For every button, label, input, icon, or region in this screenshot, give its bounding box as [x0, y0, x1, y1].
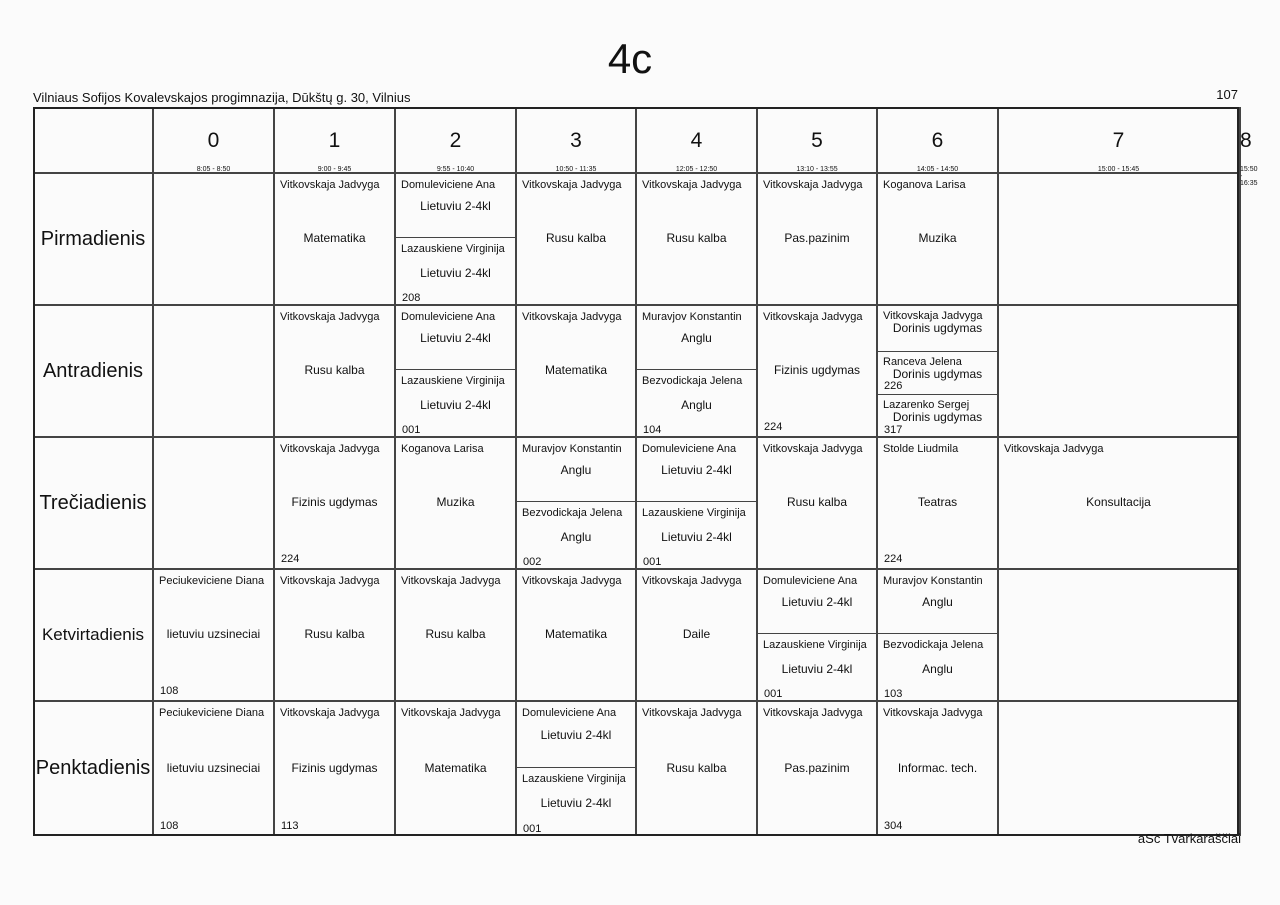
period-number: 1	[328, 129, 341, 152]
lesson-cell	[636, 569, 757, 701]
lesson-cell	[274, 569, 395, 701]
period-number: 0	[207, 129, 220, 152]
teacher-name: Muravjov Konstantin	[642, 311, 742, 323]
subject-name: Matematika	[424, 761, 487, 775]
subject-name: Lietuviu 2-4kl	[781, 595, 853, 609]
period-time: 9:00 - 9:45	[317, 166, 352, 173]
lesson-cell	[153, 569, 274, 701]
lesson-part	[637, 306, 756, 369]
lesson-cell	[516, 437, 636, 569]
teacher-name: Vitkovskaja Jadvyga	[1004, 443, 1104, 455]
teacher-name: Domuleviciene Ana	[401, 311, 496, 323]
subject-name: Rusu kalba	[304, 363, 365, 377]
day-label-1	[33, 305, 153, 437]
period-header-4	[636, 107, 757, 173]
teacher-name: Koganova Larisa	[883, 179, 966, 191]
empty-cell	[1239, 701, 1241, 836]
period-header-5	[757, 107, 877, 173]
lesson-part	[758, 633, 876, 703]
period-number: 4	[690, 129, 703, 152]
teacher-name: Domuleviciene Ana	[401, 179, 496, 191]
room-number: 113	[281, 820, 299, 832]
teacher-name: Bezvodickaja Jelena	[522, 507, 623, 519]
footer-brand: aSc Tvarkaraščiai	[1137, 831, 1241, 846]
lesson-cell	[757, 173, 877, 305]
subject-name: Fizinis ugdymas	[291, 495, 378, 509]
subject-name: Muzika	[918, 231, 957, 245]
teacher-name: Stolde Liudmila	[883, 443, 959, 455]
lesson-cell	[636, 701, 757, 836]
subject-name: Muzika	[436, 495, 475, 509]
room-number: 103	[884, 688, 903, 700]
teacher-name: Lazauskiene Virginija	[642, 507, 746, 519]
room-number: 208	[402, 292, 421, 304]
day-label-0	[33, 173, 153, 305]
subject-name: Dorinis ugdymas	[892, 321, 983, 335]
room-number: 001	[523, 823, 542, 835]
teacher-name: Vitkovskaja Jadvyga	[642, 707, 742, 719]
lesson-cell	[877, 569, 998, 701]
subject-name: Anglu	[681, 331, 712, 345]
lesson-cell	[877, 173, 998, 305]
subject-name: Rusu kalba	[304, 627, 365, 641]
lesson-part	[396, 174, 515, 237]
subject-name: Rusu kalba	[425, 627, 486, 641]
teacher-name: Vitkovskaja Jadvyga	[763, 707, 863, 719]
subject-name: Lietuviu 2-4kl	[420, 266, 491, 280]
room-number: 108	[160, 820, 179, 832]
subject-name: Lietuviu 2-4kl	[420, 331, 491, 345]
teacher-name: Vitkovskaja Jadvyga	[280, 707, 380, 719]
period-number: 5	[811, 129, 823, 152]
teacher-name: Lazarenko Sergej	[883, 399, 970, 411]
lesson-part	[878, 570, 997, 633]
lesson-cell	[877, 701, 998, 836]
empty-cell	[153, 305, 274, 437]
teacher-name: Domuleviciene Ana	[642, 443, 737, 455]
day-label-3	[33, 569, 153, 701]
subject-name: Lietuviu 2-4kl	[661, 530, 732, 544]
lesson-cell	[395, 701, 516, 836]
room-number: 001	[402, 424, 421, 436]
period-time: 10:50 - 11:35	[555, 166, 597, 173]
period-time: 15:00 - 15:45	[1097, 166, 1140, 173]
lesson-cell	[516, 569, 636, 701]
period-header-7	[998, 107, 1239, 173]
teacher-name: Vitkovskaja Jadvyga	[522, 575, 622, 587]
lesson-cell	[274, 305, 395, 437]
period-time: 13:10 - 13:55	[796, 166, 838, 173]
lesson-part	[517, 767, 635, 838]
lesson-cell	[274, 437, 395, 569]
lesson-cell	[274, 701, 395, 836]
subject-name: Anglu	[560, 463, 592, 477]
lesson-cell	[153, 701, 274, 836]
teacher-name: Vitkovskaja Jadvyga	[763, 179, 863, 191]
teacher-name: Lazauskiene Virginija	[763, 639, 867, 651]
day-label-2	[33, 437, 153, 569]
teacher-name: Lazauskiene Virginija	[401, 243, 505, 255]
subject-name: Anglu	[560, 530, 592, 544]
subject-name: Pas.pazinim	[784, 761, 850, 775]
school-name: Vilniaus Sofijos Kovalevskajos progimnazija, Dūkštų g. 30, Vilnius	[33, 90, 411, 105]
lesson-part	[637, 369, 756, 439]
subject-name: Teatras	[917, 495, 958, 509]
period-number: 2	[449, 129, 462, 152]
lesson-part	[517, 501, 635, 571]
subject-name: lietuviu uzsineciai	[166, 761, 261, 775]
lesson-cell	[636, 173, 757, 305]
teacher-name: Vitkovskaja Jadvyga	[642, 179, 742, 191]
subject-name: Informac. tech.	[897, 761, 978, 775]
teacher-name: Vitkovskaja Jadvyga	[280, 179, 380, 191]
room-number: 224	[281, 553, 300, 565]
lesson-part	[878, 633, 997, 703]
teacher-name: Bezvodickaja Jelena	[642, 375, 743, 387]
room-number: 002	[523, 556, 542, 568]
teacher-name: Vitkovskaja Jadvyga	[763, 311, 863, 323]
day-name: Pirmadienis	[40, 227, 146, 250]
day-name: Ketvirtadienis	[41, 625, 145, 644]
subject-name: Konsultacija	[1086, 495, 1151, 509]
period-header-6	[877, 107, 998, 173]
empty-cell	[1239, 173, 1241, 305]
lesson-cell	[998, 437, 1239, 569]
teacher-name: Peciukeviciene Diana	[159, 707, 265, 719]
teacher-name: Muravjov Konstantin	[883, 575, 983, 587]
subject-name: Rusu kalba	[666, 761, 727, 775]
subject-name: Lietuviu 2-4kl	[540, 728, 612, 742]
lesson-cell	[757, 701, 877, 836]
subject-name: Anglu	[681, 398, 712, 412]
room-number: 304	[884, 820, 903, 832]
empty-cell	[998, 173, 1239, 305]
subject-name: Dorinis ugdymas	[892, 367, 983, 381]
subject-name: Daile	[682, 627, 711, 641]
teacher-name: Vitkovskaja Jadvyga	[642, 575, 742, 587]
lesson-cell	[636, 305, 757, 437]
room-number: 001	[764, 688, 783, 700]
teacher-name: Vitkovskaja Jadvyga	[401, 707, 501, 719]
lesson-cell	[636, 437, 757, 569]
teacher-name: Vitkovskaja Jadvyga	[401, 575, 501, 587]
period-time: 8:05 - 8:50	[196, 166, 231, 173]
lesson-part	[878, 306, 997, 351]
period-header-8: 8 15:50 - 16:35	[1239, 107, 1241, 173]
period-time: 9:55 - 10:40	[436, 166, 475, 173]
subject-name: Lietuviu 2-4kl	[420, 199, 491, 213]
room-number: 226	[884, 380, 903, 392]
subject-name: Matematika	[544, 627, 608, 641]
period-time: 12:05 - 12:50	[675, 166, 718, 173]
room-number: 001	[643, 556, 662, 568]
day-label-4	[33, 701, 153, 836]
lesson-part	[758, 570, 876, 633]
lesson-part	[396, 306, 515, 369]
timetable-grid	[33, 107, 1258, 836]
teacher-name: Ranceva Jelena	[883, 356, 962, 368]
subject-name: Pas.pazinim	[784, 231, 850, 245]
day-name: Penktadienis	[35, 757, 151, 779]
lesson-part	[878, 394, 997, 439]
lesson-cell	[395, 305, 516, 437]
empty-cell	[1239, 437, 1241, 569]
lesson-cell	[395, 173, 516, 305]
lesson-cell	[274, 173, 395, 305]
teacher-name: Muravjov Konstantin	[522, 443, 622, 455]
subject-name: Rusu kalba	[545, 231, 607, 245]
period-header-0	[153, 107, 274, 173]
period-header-2	[395, 107, 516, 173]
lesson-part	[517, 438, 635, 501]
lesson-cell	[516, 305, 636, 437]
day-name: Trečiadienis	[39, 491, 147, 514]
subject-name: Dorinis ugdymas	[892, 410, 983, 424]
teacher-name: Lazauskiene Virginija	[401, 375, 505, 387]
room-number: 224	[764, 421, 783, 433]
teacher-name: Vitkovskaja Jadvyga	[280, 311, 380, 323]
teacher-name: Peciukeviciene Diana	[159, 575, 265, 587]
subject-name: lietuviu uzsineciai	[166, 627, 261, 641]
empty-cell	[998, 305, 1239, 437]
room-number: 108	[160, 685, 179, 697]
subject-name: Matematika	[544, 363, 608, 377]
page-number: 107	[1216, 87, 1238, 102]
subject-name: Lietuviu 2-4kl	[540, 796, 612, 810]
period-number: 7	[1112, 129, 1125, 152]
period-header-3	[516, 107, 636, 173]
lesson-cell	[757, 305, 877, 437]
teacher-name: Vitkovskaja Jadvyga	[883, 707, 983, 719]
lesson-cell	[757, 437, 877, 569]
empty-cell	[153, 173, 274, 305]
day-name: Antradienis	[42, 359, 144, 382]
lesson-cell	[395, 437, 516, 569]
lesson-part	[878, 351, 997, 395]
teacher-name: Vitkovskaja Jadvyga	[280, 443, 380, 455]
lesson-cell	[757, 569, 877, 701]
room-number: 104	[643, 424, 662, 436]
teacher-name: Domuleviciene Ana	[763, 575, 858, 587]
period-number: 3	[570, 129, 582, 152]
lesson-cell	[516, 701, 636, 836]
subject-name: Lietuviu 2-4kl	[781, 662, 853, 676]
lesson-cell	[877, 437, 998, 569]
subject-name: Matematika	[303, 231, 366, 245]
period-number: 6	[931, 129, 944, 152]
corner-cell	[33, 107, 153, 173]
subject-name: Rusu kalba	[786, 495, 848, 509]
lesson-cell	[516, 173, 636, 305]
subject-name: Lietuviu 2-4kl	[420, 398, 491, 412]
subject-name: Fizinis ugdymas	[773, 363, 861, 377]
teacher-name: Vitkovskaja Jadvyga	[883, 310, 983, 322]
lesson-part	[637, 501, 756, 571]
empty-cell	[153, 437, 274, 569]
empty-cell	[998, 569, 1239, 701]
room-number: 317	[884, 424, 903, 436]
subject-name: Lietuviu 2-4kl	[661, 463, 732, 477]
lesson-part	[637, 438, 756, 501]
teacher-name: Koganova Larisa	[401, 443, 484, 455]
empty-cell	[1239, 305, 1241, 437]
lesson-cell	[877, 305, 998, 437]
subject-name: Rusu kalba	[666, 231, 727, 245]
teacher-name: Vitkovskaja Jadvyga	[763, 443, 863, 455]
subject-name: Fizinis ugdymas	[291, 761, 378, 775]
teacher-name: Vitkovskaja Jadvyga	[280, 575, 380, 587]
teacher-name: Vitkovskaja Jadvyga	[522, 311, 622, 323]
teacher-name: Lazauskiene Virginija	[522, 773, 626, 785]
lesson-part	[396, 237, 515, 307]
room-number: 224	[884, 553, 903, 565]
lesson-part	[517, 702, 635, 767]
empty-cell	[1239, 569, 1241, 701]
subject-name: Anglu	[922, 662, 953, 676]
lesson-part	[396, 369, 515, 439]
teacher-name: Vitkovskaja Jadvyga	[522, 179, 622, 191]
subject-name: Anglu	[922, 595, 953, 609]
teacher-name: Domuleviciene Ana	[522, 707, 617, 719]
period-header-1	[274, 107, 395, 173]
class-title: 4c	[607, 35, 653, 82]
empty-cell	[998, 701, 1239, 836]
teacher-name: Bezvodickaja Jelena	[883, 639, 984, 651]
lesson-cell	[395, 569, 516, 701]
period-time: 14:05 - 14:50	[916, 166, 959, 173]
